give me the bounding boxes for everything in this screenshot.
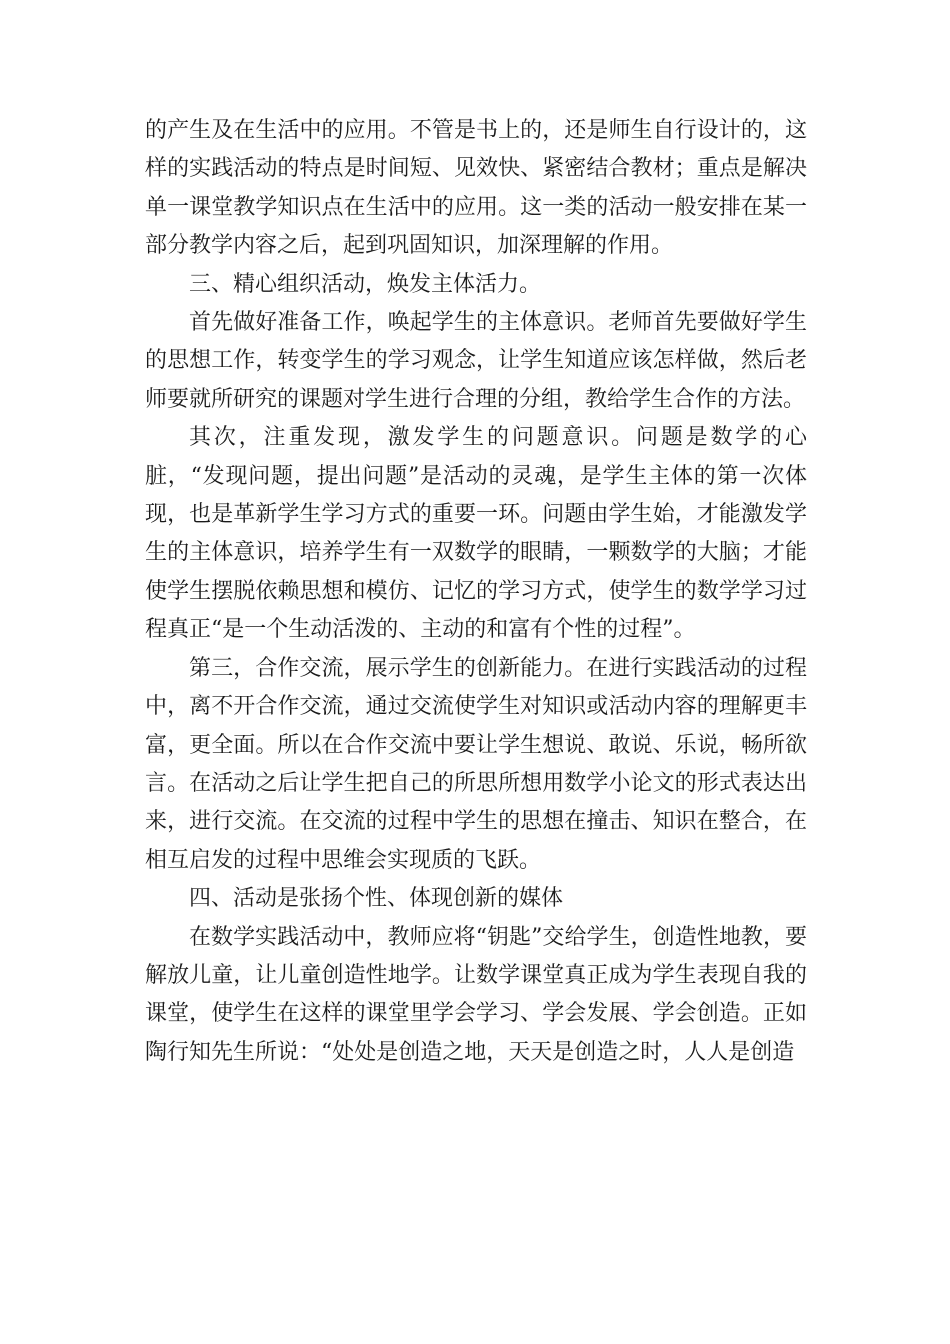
paragraph-2: 首先做好准备工作，唤起学生的主体意识。老师首先要做好学生的思想工作，转变学生的学习观念，让学生知道应该怎样做，然后老师要就所研究的课题对学生进行合理的分组，教给学生合作的方法。 [145, 310, 807, 412]
section-heading-3: 三、精心组织活动，焕发主体活力。 [189, 271, 542, 297]
paragraph-4: 第三，合作交流，展示学生的创新能力。在进行实践活动的过程中，离不开合作交流，通过交流使学生对知识或活动内容的理解更丰富，更全面。所以在合作交流中要让学生想说、敢说、乐说，畅所欲言。在活动之后让学生把自己的所思所想用数学小论文的形式表达出来，进行交流。在交流的过程中学生的思想在撞击、知识在整合，在相互启发的过程中思维会实现质的飞跃。 [145, 655, 807, 873]
paragraph-1: 的产生及在生活中的应用。不管是书上的，还是师生自行设计的，这样的实践活动的特点是时间短、见效快、紧密结合教材；重点是解决单一课堂教学知识点在生活中的应用。这一类的活动一般安排在某一部分教学内容之后，起到巩固知识，加深理解的作用。 [145, 118, 807, 259]
paragraph-3: 其次，注重发现，激发学生的问题意识。问题是数学的心脏，“发现问题，提出问题”是活动的灵魂，是学生主体的第一次体现，也是革新学生学习方式的重要一环。问题由学生始，才能激发学生的主体意识，培养学生有一双数学的眼睛，一颗数学的大脑；才能使学生摆脱依赖思想和模仿、记忆的学习方式，使学生的数学学习过程真正“是一个生动活泼的、主动的和富有个性的过程”。 [145, 425, 807, 643]
paragraph-5: 在数学实践活动中，教师应将“钥匙”交给学生，创造性地教，要解放儿童，让儿童创造性地学。让数学课堂真正成为学生表现自我的课堂，使学生在这样的课堂里学会学习、学会发展、学会创造。正如陶行知先生所说：“处处是创造之地，天天是创造之时，人人是创造 [145, 924, 807, 1065]
document-body [145, 112, 807, 1072]
section-heading-4: 四、活动是张扬个性、体现创新的媒体 [189, 886, 564, 912]
